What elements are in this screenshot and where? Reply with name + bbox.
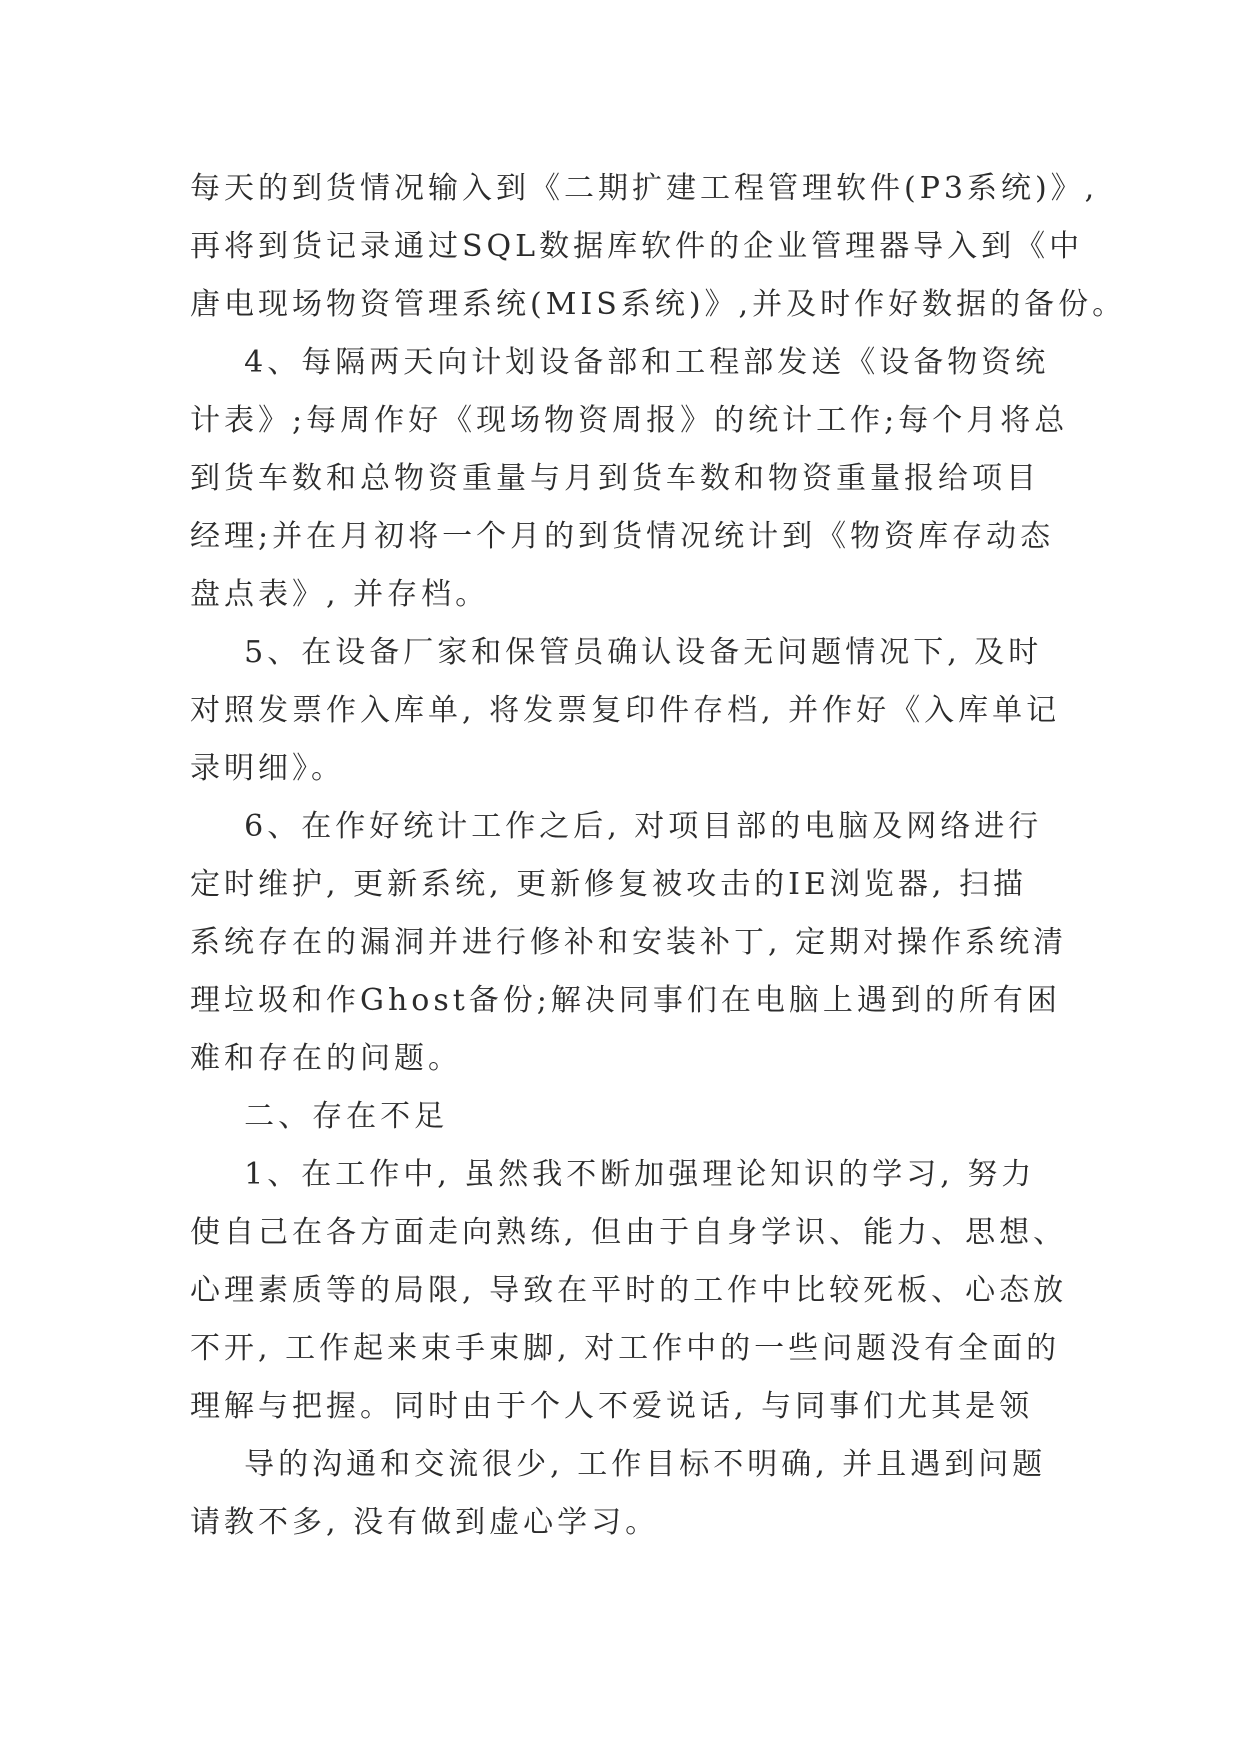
text-line: 4、每隔两天向计划设备部和工程部发送《设备物资统 [190,345,1050,380]
text-line: 1、在工作中, 虽然我不断加强理论知识的学习, 努力 [190,1157,1036,1192]
text-line: 唐电现场物资管理系统(MIS系统)》,并及时作好数据的备份。 [190,287,1127,322]
text-line: 理解与把握。同时由于个人不爱说话, 与同事们尤其是领 [190,1389,1034,1424]
text-line: 系统存在的漏洞并进行修补和安装补丁, 定期对操作系统清 [190,925,1068,960]
document-body [190,160,1127,1552]
text-line: 到货车数和总物资重量与月到货车数和物资重量报给项目 [190,461,1040,496]
text-line: 6、在作好统计工作之后, 对项目部的电脑及网络进行 [190,809,1043,844]
text-line: 二、存在不足 [190,1099,449,1134]
text-line: 难和存在的问题。 [190,1041,462,1076]
text-line: 录明细》。 [190,751,345,786]
text-line: 计表》;每周作好《现场物资周报》的统计工作;每个月将总 [190,403,1069,438]
text-line: 不开, 工作起来束手束脚, 对工作中的一些问题没有全面的 [190,1331,1061,1366]
text-line: 导的沟通和交流很少, 工作目标不明确, 并且遇到问题 [190,1447,1047,1482]
text-line: 理垃圾和作Ghost备份;解决同事们在电脑上遇到的所有困 [190,983,1061,1018]
text-line: 心理素质等的局限, 导致在平时的工作中比较死板、心态放 [190,1273,1068,1308]
text-line: 定时维护, 更新系统, 更新修复被攻击的IE浏览器, 扫描 [190,867,1027,902]
text-line: 5、在设备厂家和保管员确认设备无问题情况下, 及时 [190,635,1043,670]
text-line: 请教不多, 没有做到虚心学习。 [190,1505,660,1540]
text-line: 每天的到货情况输入到《二期扩建工程管理软件(P3系统)》, [190,171,1099,206]
text-line: 再将到货记录通过SQL数据库软件的企业管理器导入到《中 [190,229,1084,264]
text-line: 对照发票作入库单, 将发票复印件存档, 并作好《入库单记 [190,693,1061,728]
text-line: 使自己在各方面走向熟练, 但由于自身学识、能力、思想、 [190,1215,1068,1250]
text-line: 经理;并在月初将一个月的到货情况统计到《物资库存动态 [190,519,1055,554]
text-line: 盘点表》, 并存档。 [190,577,490,612]
